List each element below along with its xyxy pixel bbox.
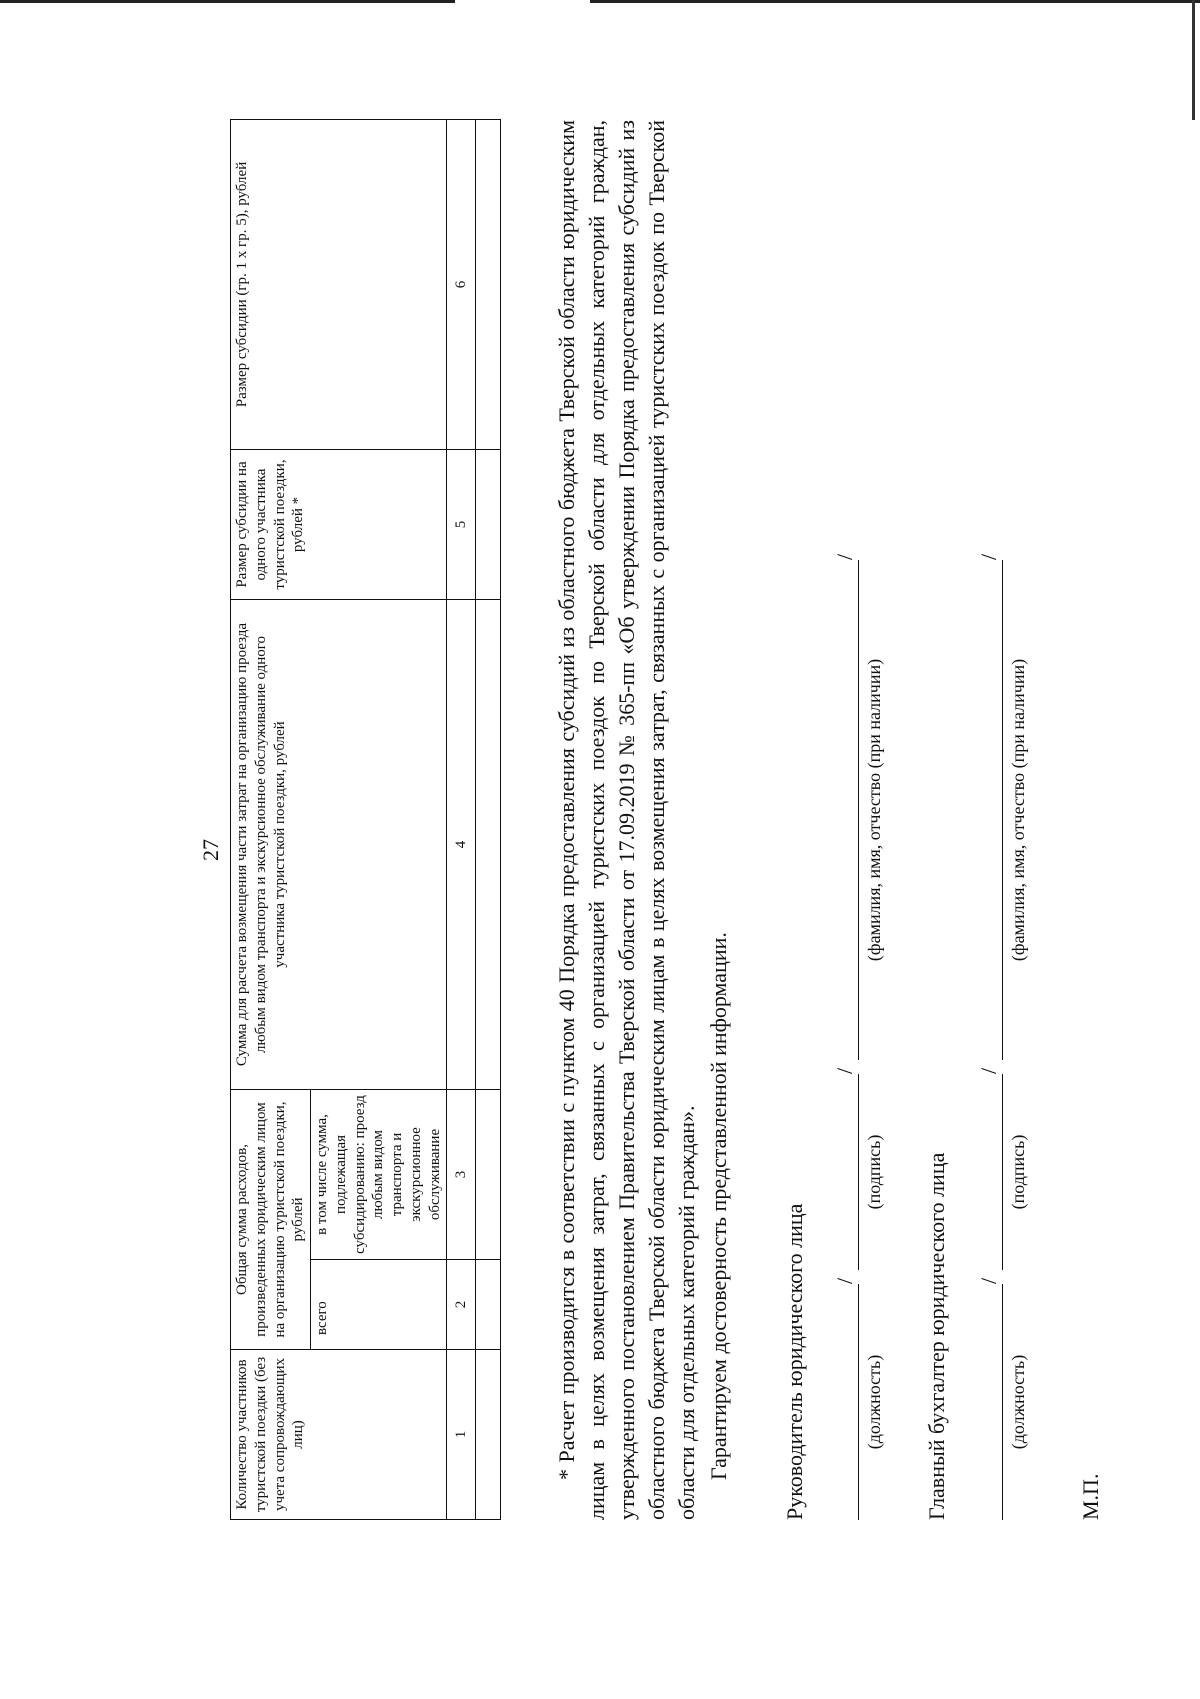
data-row-empty: [476, 120, 501, 1520]
caption-signature: (подпись): [1008, 1134, 1028, 1210]
separator-slash: /: [976, 1067, 1001, 1074]
table-cell: [476, 450, 501, 600]
head-signature-title: Руководитель юридического лица: [782, 1203, 807, 1520]
caption-full-name: (фамилия, имя, отчество (при наличии): [864, 658, 884, 962]
table-cell: [476, 1350, 501, 1520]
scan-edge: [1192, 0, 1195, 120]
table-cell: [476, 600, 501, 1090]
separator-slash: /: [976, 553, 1001, 560]
column-number: 6: [447, 120, 476, 450]
head-signature-row: [832, 553, 918, 1520]
accountant-signature-row: [976, 553, 1062, 1520]
header-reimbursement-base: Сумма для расчета возмещения части затрат на организацию проезда любым видом транспорта и экскурсионное обслуживание одного участника туристской поездки, рублей: [231, 600, 447, 1090]
table-cell: [476, 120, 501, 450]
caption-position: (должность): [1008, 1354, 1028, 1450]
separator-slash: /: [832, 553, 857, 560]
header-subsidy-total: Размер субсидии (гр. 1 х гр. 5), рублей: [231, 120, 447, 450]
separator-slash: /: [832, 1067, 857, 1074]
column-number: 3: [447, 1090, 476, 1260]
caption-signature: (подпись): [864, 1134, 884, 1210]
stamp-place: М.П.: [1078, 1473, 1103, 1520]
column-number: 4: [447, 600, 476, 1090]
rotated-document-page: [60, 60, 1140, 1640]
separator-slash: /: [976, 1277, 1001, 1284]
signature-line: [858, 1074, 859, 1270]
caption-full-name: (фамилия, имя, отчество (при наличии): [1008, 658, 1028, 962]
position-line: [858, 1284, 859, 1520]
header-subsidy-per-participant: Размер субсидии на одного участника туристской поездки, рублей *: [231, 450, 447, 600]
footnote-block: [552, 120, 734, 1520]
header-subsidized-part: в том числе сумма, подлежащая субсидированию: проезд любым видом транспорта и экскурсионное обслуживание: [311, 1090, 447, 1260]
separator-slash: /: [832, 1277, 857, 1284]
header-row-1: [231, 120, 311, 1520]
signature-line: [1002, 1074, 1003, 1270]
column-number: 1: [447, 1350, 476, 1520]
header-total-all: всего: [311, 1260, 447, 1350]
header-participants: Количество участников туристской поездки (без учета сопровождающих лиц): [231, 1350, 447, 1520]
subsidy-calculation-table: [230, 119, 501, 1520]
name-line: [1002, 560, 1003, 1060]
table-cell: [476, 1090, 501, 1260]
name-line: [858, 560, 859, 1060]
page-number: 27: [198, 839, 223, 861]
header-total-expenses: Общая сумма расходов, произведенных юридическим лицом на организацию туристской поездки, рублей: [231, 1090, 311, 1350]
accountant-signature-title: Главный бухгалтер юридического лица: [924, 1152, 949, 1520]
scan-border-left: [0, 0, 455, 3]
position-line: [1002, 1284, 1003, 1520]
table-cell: [476, 1260, 501, 1350]
column-number: 5: [447, 450, 476, 600]
column-number: 2: [447, 1260, 476, 1350]
scan-border-right: [590, 0, 1200, 3]
caption-position: (должность): [864, 1354, 884, 1450]
column-number-row: [447, 120, 476, 1520]
guarantee-statement: Гарантируем достоверность представленной информации.: [706, 932, 731, 1480]
footnote-paragraph: * Расчет производится в соответствии с пунктом 40 Порядка предоставления субсидий из областного бюджета Тверской области юридическим лицам в целях возмещения затрат, связанных с организацией туристских поездок по Тверской области для отдельных категорий граждан, утвержденного постановлением Правительства Тверской области от 17.09.2019 № 365-пп «Об утверждении Порядка предоставления субсидий из областного бюджета Тверской области юридическим лицам в целях возмещения затрат, связанных с организацией туристских поездок по Тверской области для отдельных категорий граждан».: [554, 120, 699, 1520]
